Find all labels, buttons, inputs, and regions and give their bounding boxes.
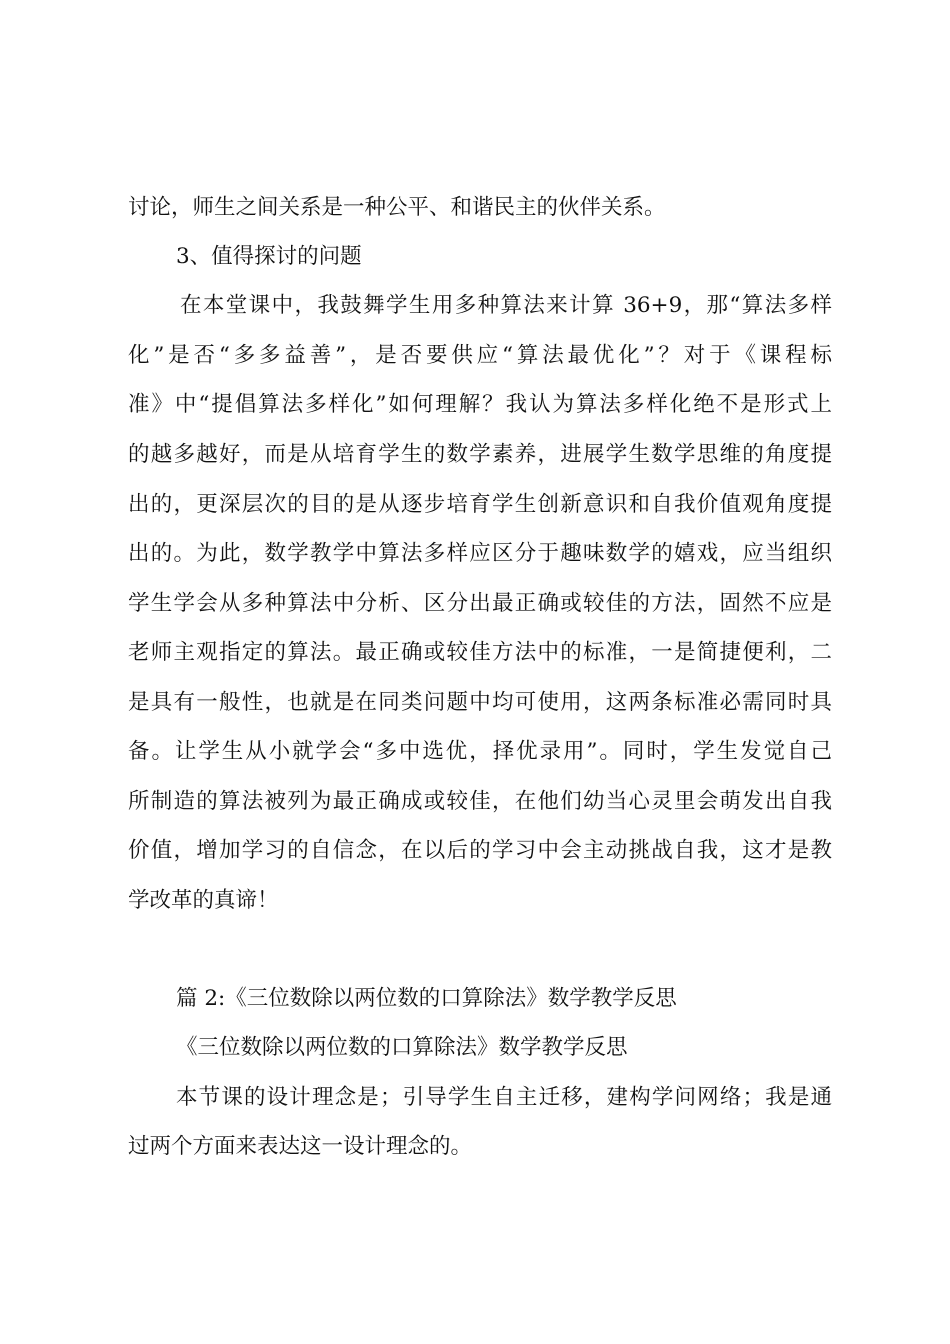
- paragraph-line: 准》中“提倡算法多样化”如何理解？我认为算法多样化绝不是形式上: [128, 392, 832, 417]
- paragraph-line: 本节课的设计理念是；引导学生自主迁移，建构学问网络；我是通: [176, 1085, 832, 1110]
- section-heading: 3、值得探讨的问题: [176, 244, 362, 269]
- paragraph-line: 出的，更深层次的目的是从逐步培育学生创新意识和自我价值观角度提: [128, 492, 832, 517]
- paragraph-line: 讨论，师生之间关系是一种公平、和谐民主的伙伴关系。: [128, 195, 666, 220]
- paragraph-line: 化”是否“多多益善”，是否要供应“算法最优化”？对于《课程标: [128, 343, 832, 368]
- paragraph-line: 老师主观指定的算法。最正确或较佳方法中的标准，一是简捷便利，二: [128, 640, 832, 665]
- paragraph-line: 的越多越好，而是从培育学生的数学素养，进展学生数学思维的角度提: [128, 442, 832, 467]
- paragraph-line: 所制造的算法被列为最正确成或较佳，在他们幼当心灵里会萌发出自我: [128, 789, 832, 814]
- paragraph-line: 在本堂课中，我鼓舞学生用多种算法来计算 36+9，那“算法多样: [180, 293, 832, 318]
- article-heading: 篇 2:《三位数除以两位数的口算除法》数学教学反思: [176, 986, 677, 1011]
- paragraph-line: 备。让学生从小就学会“多中选优，择优录用”。同时，学生发觉自己: [128, 739, 832, 764]
- paragraph-line: 出的。为此，数学教学中算法多样应区分于趣味数学的嬉戏，应当组织: [128, 541, 832, 566]
- paragraph-line: 价值，增加学习的自信念，在以后的学习中会主动挑战自我，这才是教: [128, 838, 832, 863]
- paragraph-line: 学生学会从多种算法中分析、区分出最正确或较佳的方法，固然不应是: [128, 591, 832, 616]
- paragraph-line: 是具有一般性，也就是在同类问题中均可使用，这两条标准必需同时具: [128, 690, 832, 715]
- article-title: 《三位数除以两位数的口算除法》数学教学反思: [176, 1035, 628, 1060]
- paragraph-line: 学改革的真谛！: [128, 888, 279, 913]
- paragraph-line: 过两个方面来表达这一设计理念的。: [128, 1134, 473, 1159]
